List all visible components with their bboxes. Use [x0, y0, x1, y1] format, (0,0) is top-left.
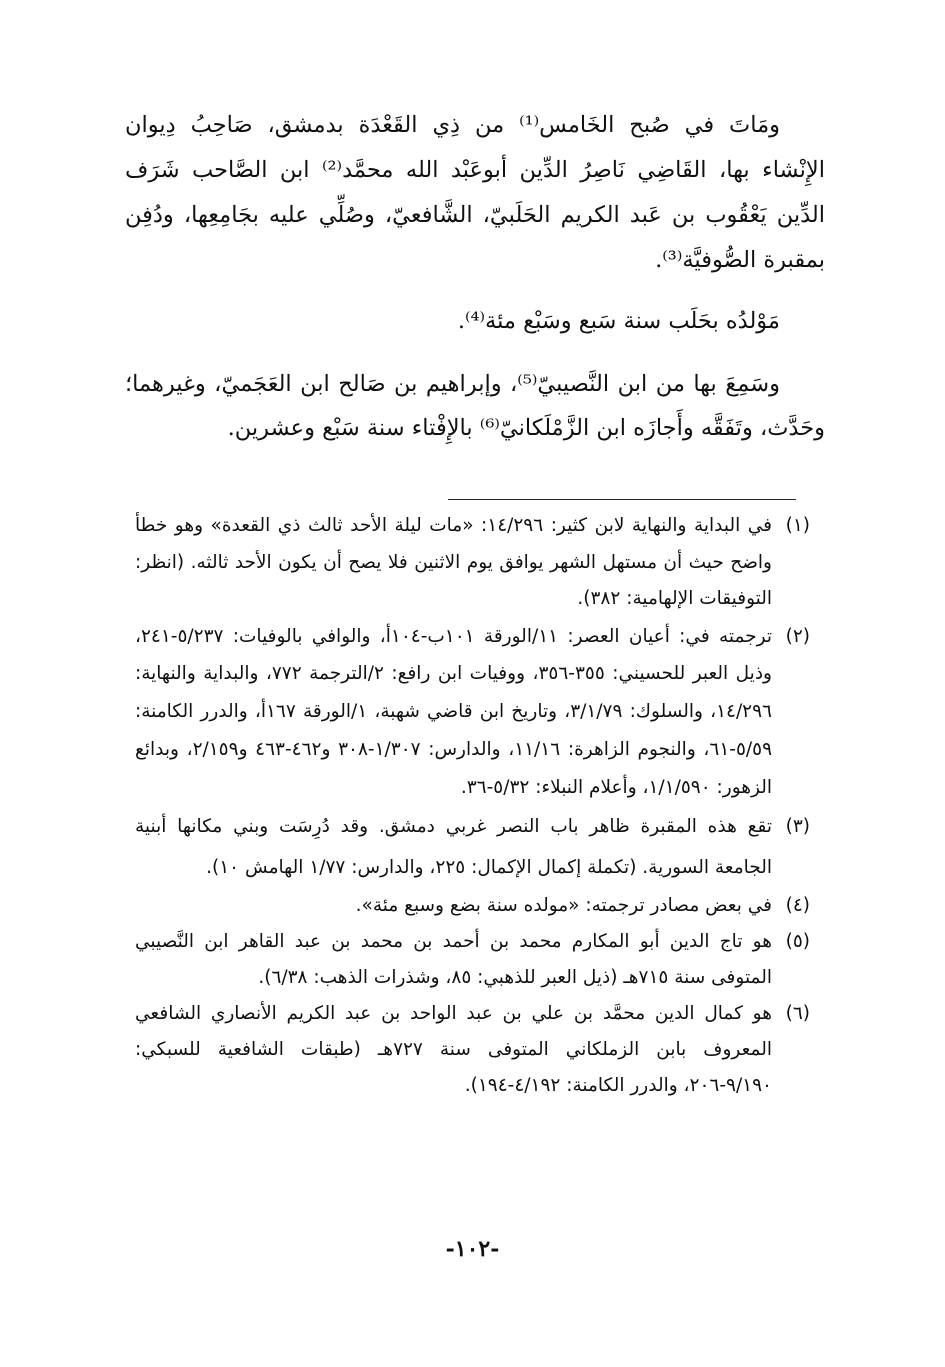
footnote-text: في البداية والنهاية لابن كثير: ١٤/٢٩٦: «مات ليلة الأحد ثالث ذي القعدة» وهو خطأ واضح حيث أن مستهل الشهر يوافق يوم الاثنين فلا يصح أن يكون الأحد ثالثه. (انظر: التوفيقات الإلهامية: ٣٨٢). — [135, 515, 772, 610]
footnote-3 — [135, 806, 810, 888]
footnote-5 — [135, 924, 810, 996]
footnote-number: (٣) — [785, 816, 810, 838]
footnote-text: هو تاج الدين أبو المكارم محمد بن أحمد بن محمد بن عبد القاهر ابن النَّصيبي المتوفى سنة ٧١٥هـ (ذيل العبر للذهبي: ٨٥، وشذرات الذهب: ٦/٣٨). — [135, 931, 772, 989]
main-text — [125, 103, 825, 450]
footnote-text: ترجمته في: أعيان العصر: ١١/الورقة ١٠١ب-١٠٤أ، والوافي بالوفيات: ٥/٢٣٧-٢٤١، وذيل العبر للحسيني: ٣٥٥-٣٥٦، ووفيات ابن رافع: ٢/الترجمة ٧٧٢، والبداية والنهاية: ١٤/٢٩٦، والسلوك: ٣/١/٧٩، وتاريخ ابن قاضي شهبة، ١/الورقة ١٦٧أ، والدرر الكامنة: ٥/٥٩-٦١، والنجوم الزاهرة: ١١/١٦، والدارس: ١/٣٠٧-٣٠٨ و٤٦٢-٤٦٣ و٢/١٥٩، وبدائع الزهور: ١/١/٥٩٠، وأعلام النبلاء: ٥/٣٢-٣٦. — [135, 625, 773, 798]
footnote-1 — [135, 508, 810, 618]
footnote-number: (٤) — [785, 895, 810, 917]
main-paragraph-1: ومَاتَ في صُبح الخَامس⁽¹⁾ من ذِي القَعْدَة بدمشق، صَاحِبُ دِيوان الإِنْشاء بها، القَاضِي نَاصِرُ الدِّين أبوعَبْد الله محمَّد⁽²⁾ ابن الصَّاحب شَرَف الدِّين يَعْقُوب بن عَبد الكريم الحَلَبيّ، الشَّافعيّ، وصُلِّي عليه بجَامِعِها، ودُفِن بمقبرة الصُّوفيَّة⁽³⁾. — [125, 112, 825, 273]
footnote-6 — [135, 996, 810, 1104]
footnote-separator — [448, 499, 796, 500]
page-number: -١٠٢- — [445, 1236, 500, 1262]
footnote-text: تقع هذه المقبرة ظاهر باب النصر غربي دمشق. وقد دُرِسَت وبني مكانها أبنية الجامعة السورية. (تكملة إكمال الإكمال: ٢٢٥، والدارس: ١/٧٧ الهامش ١٠). — [135, 816, 772, 879]
footnote-number: (٢) — [785, 625, 810, 647]
footnote-number: (١) — [785, 515, 810, 536]
footnote-4 — [135, 888, 810, 924]
footnote-text: في بعض مصادر ترجمته: «مولده سنة بضع وسبع مئة». — [355, 895, 772, 917]
footnote-text: هو كمال الدين محمَّد بن علي بن عبد الواحد بن عبد الكريم الأنصاري الشافعي المعروف بابن الزملكاني المتوفى سنة ٧٢٧هـ (طبقات الشافعية للسبكي: ٩/١٩٠-٢٠٦، والدرر الكامنة: ٤/١٩٢-١٩٤). — [135, 1003, 773, 1097]
footnote-2 — [135, 618, 810, 807]
footnotes — [135, 508, 810, 1104]
main-paragraph-3: وسَمِعَ بها من ابن النَّصيبيّ⁽⁵⁾، وإبراهيم بن صَالح ابن العَجَميّ، وغيرهما؛ وحَدَّث، وتَفَقَّه وأَجازَه ابن الزَّمْلَكانيّ⁽⁶⁾ بالإِفْتاء سنة سَبْع وعشرين. — [125, 371, 825, 441]
main-paragraph-2: مَوْلدُه بحَلَب سنة سَبع وسَبْع مئة⁽⁴⁾. — [457, 308, 780, 334]
footnote-number: (٥) — [785, 931, 810, 953]
footnote-number: (٦) — [785, 1003, 810, 1025]
